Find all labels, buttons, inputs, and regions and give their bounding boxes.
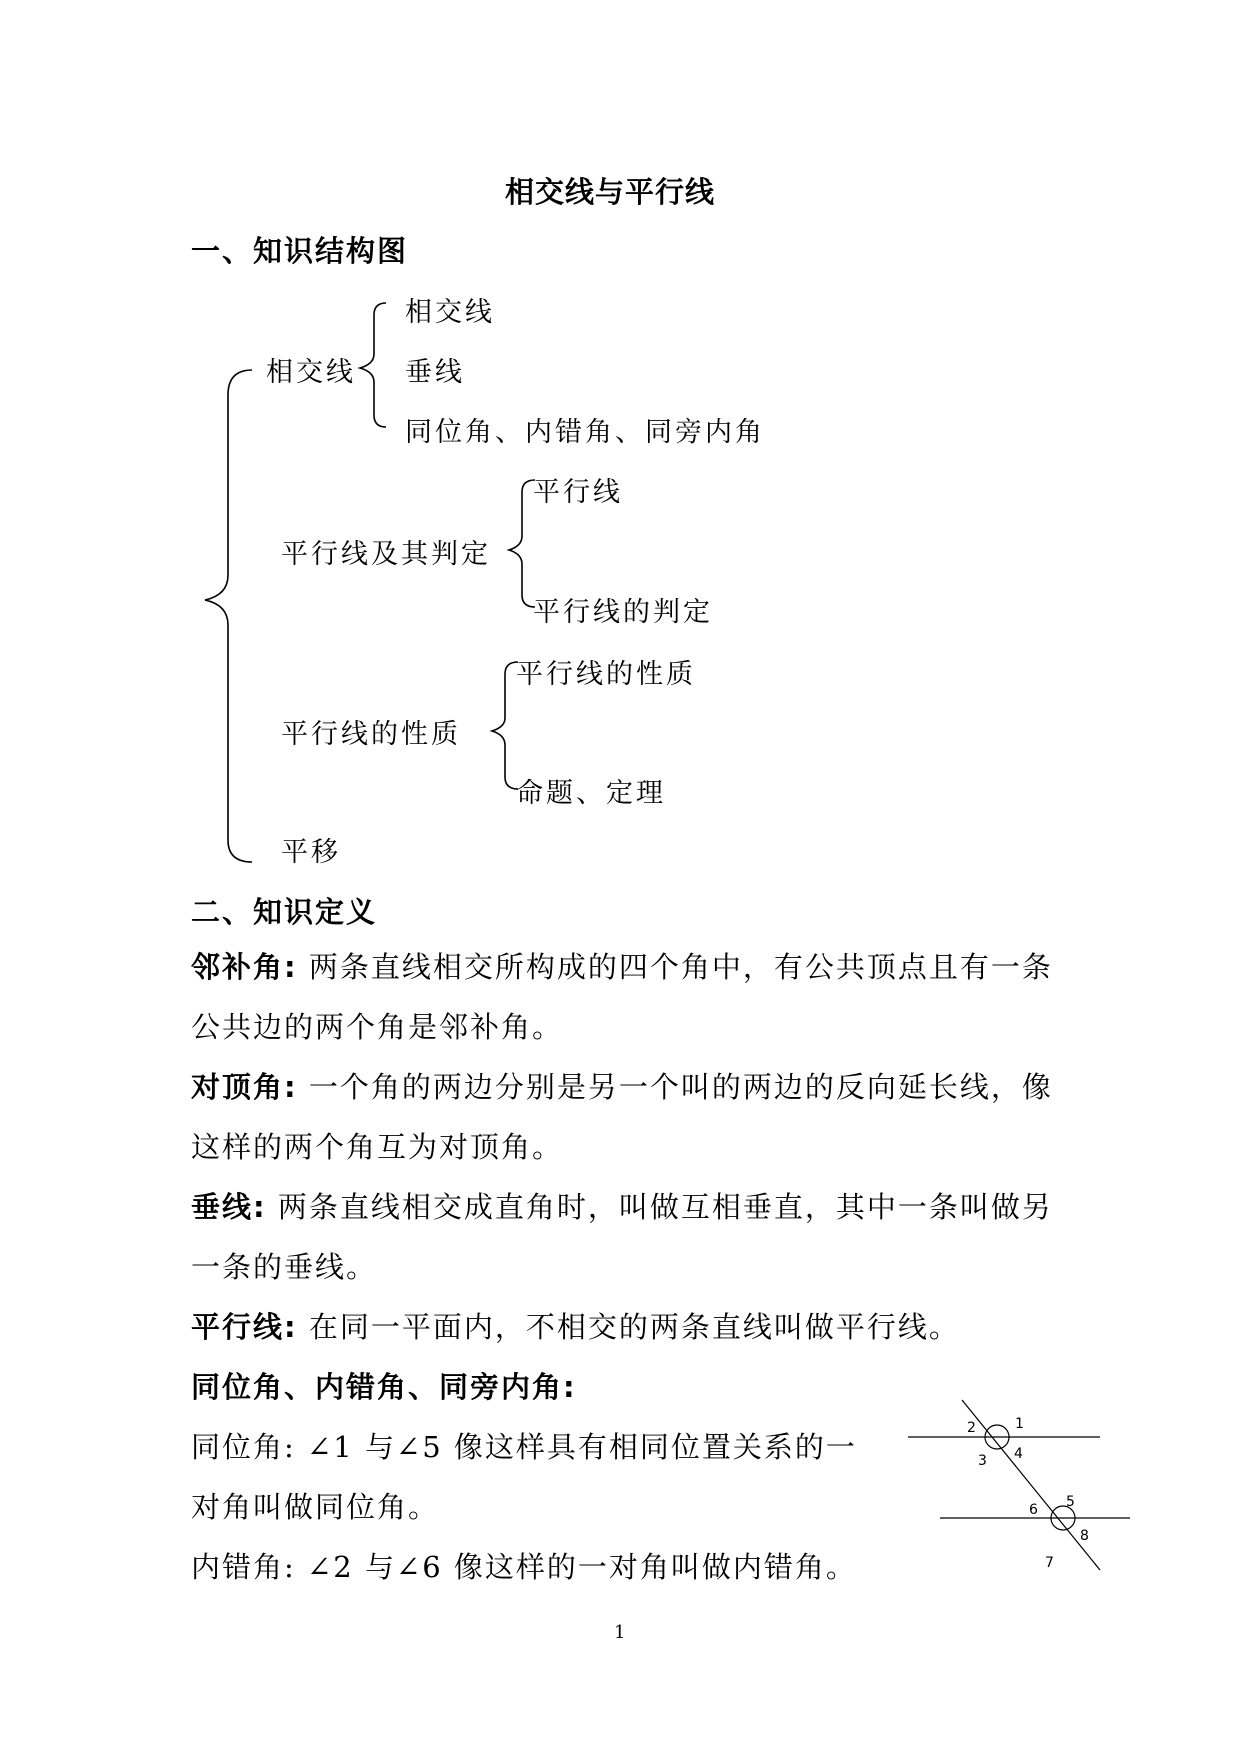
definition-text: 这样的两个角互为对顶角。 bbox=[191, 1130, 564, 1164]
transversal-line bbox=[962, 1400, 1100, 1570]
angle-label-5: 5 bbox=[1066, 1494, 1075, 1510]
definition-term: 对顶角: bbox=[191, 1070, 298, 1104]
angle-label-3: 3 bbox=[978, 1453, 987, 1469]
section-heading-structure: 一、知识结构图 bbox=[191, 234, 409, 268]
definition-text: 公共边的两个角是邻补角。 bbox=[191, 1010, 564, 1044]
definition-term: 邻补角: bbox=[191, 950, 298, 984]
tree-item: 垂线 bbox=[405, 357, 465, 388]
angle-label-1: 1 bbox=[1015, 1416, 1024, 1432]
definition-text: 对角叫做同位角。 bbox=[191, 1490, 440, 1524]
definition-text: 两条直线相交所构成的四个角中，有公共顶点且有一条 bbox=[297, 950, 1053, 984]
definition-text: 在同一平面内，不相交的两条直线叫做平行线。 bbox=[297, 1310, 960, 1344]
tree-label-parallel-judgement: 平行线及其判定 bbox=[281, 539, 491, 570]
angle-label-8: 8 bbox=[1080, 1528, 1089, 1544]
tree-item: 平行线 bbox=[533, 477, 623, 508]
page-number: 1 bbox=[614, 1622, 626, 1643]
definition-text: 内错角: ∠2 与∠6 像这样的一对角叫做内错角。 bbox=[191, 1550, 857, 1584]
tree-label-parallel-properties: 平行线的性质 bbox=[281, 719, 461, 750]
tree-item: 相交线 bbox=[405, 297, 495, 328]
tree-item: 同位角、内错角、同旁内角 bbox=[405, 417, 765, 448]
angle-label-2: 2 bbox=[967, 1420, 976, 1436]
definition-term: 平行线: bbox=[191, 1310, 298, 1344]
tree-label-translation: 平移 bbox=[281, 837, 341, 868]
definition-text: 一条的垂线。 bbox=[191, 1250, 378, 1284]
angle-label-7: 7 bbox=[1045, 1555, 1054, 1571]
angle-label-6: 6 bbox=[1029, 1502, 1038, 1518]
definition-text: 两条直线相交成直角时，叫做互相垂直，其中一条叫做另 bbox=[266, 1190, 1053, 1224]
tree-item: 命题、定理 bbox=[516, 778, 666, 809]
definition-term: 垂线: bbox=[191, 1190, 267, 1224]
angles-heading-text: 同位角、内错角、同旁内角: bbox=[191, 1370, 577, 1404]
tree-label-intersecting: 相交线 bbox=[266, 357, 356, 388]
section-heading-definitions: 二、知识定义 bbox=[191, 895, 378, 929]
tree-item: 平行线的性质 bbox=[516, 659, 696, 690]
tree-item: 平行线的判定 bbox=[533, 597, 713, 628]
definition-text: 一个角的两边分别是另一个叫的两边的反向延长线，像 bbox=[297, 1070, 1053, 1104]
page-title: 相交线与平行线 bbox=[505, 175, 716, 209]
angle-label-4: 4 bbox=[1014, 1446, 1023, 1462]
definition-text: 同位角: ∠1 与∠5 像这样具有相同位置关系的一 bbox=[191, 1430, 857, 1464]
